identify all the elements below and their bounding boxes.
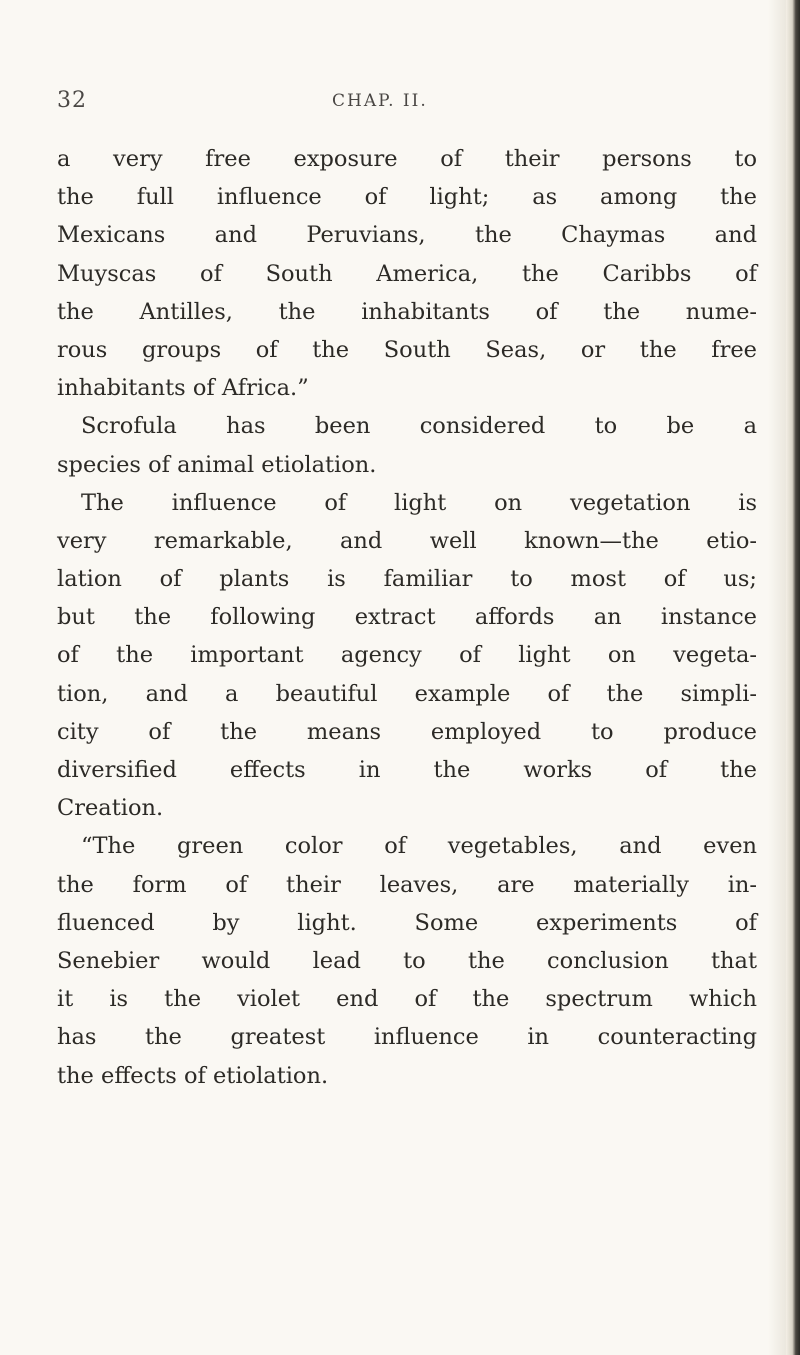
text-line: The influence of light on vegetation is — [81, 489, 757, 516]
text-line: it is the violet end of the spectrum which — [57, 986, 757, 1013]
page-edge — [786, 0, 800, 1355]
text-line: Muyscas of South America, the Caribbs of — [57, 260, 757, 287]
text-line: a very free exposure of their persons to — [57, 146, 757, 172]
text-line: Creation. — [57, 795, 164, 822]
text-line: “The green color of vegetables, and even — [81, 833, 757, 860]
text-line: very remarkable, and well known—the etio- — [57, 527, 757, 554]
text-line: lation of plants is familiar to most of us; — [57, 566, 757, 593]
text-line: diversified effects in the works of the — [57, 757, 757, 783]
text-line: tion, and a beautiful example of the simpli- — [57, 680, 757, 707]
text-line: Mexicans and Peruvians, the Chaymas and — [57, 222, 757, 249]
text-line: fluenced by light. Some experiments of — [57, 909, 757, 936]
text-line: of the important agency of light on vegeta- — [57, 642, 757, 669]
page-header — [0, 88, 800, 118]
text-line: the effects of etiolation. — [57, 1062, 329, 1089]
running-head: CHAP. II. — [332, 91, 428, 111]
text-line: city of the means employed to produce — [57, 718, 757, 745]
text-line: but the following extract affords an instance — [57, 604, 757, 631]
body-text — [57, 140, 757, 1095]
text-line: the full influence of light; as among the — [57, 184, 757, 211]
text-line: has the greatest influence in counteracting — [57, 1024, 757, 1051]
page-number: 32 — [57, 88, 87, 113]
text-line: the Antilles, the inhabitants of the nume- — [57, 298, 757, 325]
text-line: species of animal etiolation. — [57, 451, 377, 478]
text-line: Scrofula has been considered to be a — [81, 413, 757, 440]
page-gutter-shadow — [768, 0, 786, 1355]
text-line: inhabitants of Africa.” — [57, 375, 309, 402]
text-line: rous groups of the South Seas, or the free — [57, 336, 757, 363]
text-line: Senebier would lead to the conclusion that — [57, 947, 757, 974]
text-line: the form of their leaves, are materially in- — [57, 871, 757, 898]
